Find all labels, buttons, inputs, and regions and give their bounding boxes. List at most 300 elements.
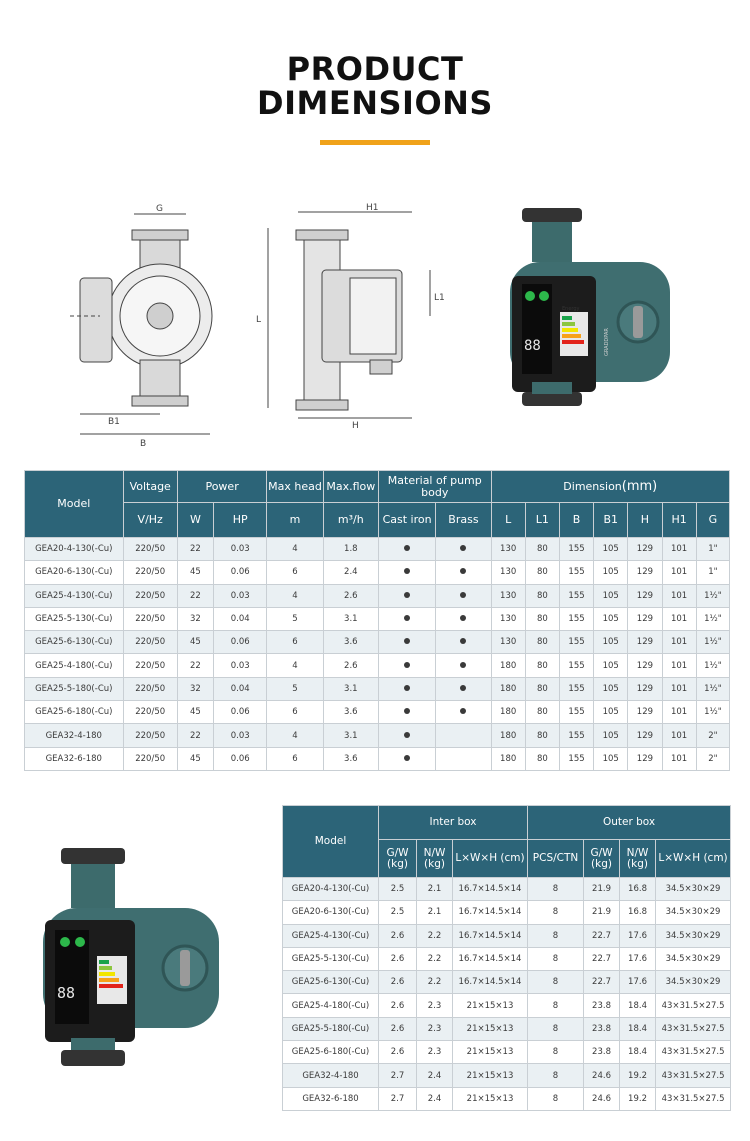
spec-header-dimension-label: Dimension bbox=[563, 479, 622, 493]
box-cell-inw: 2.4 bbox=[417, 1087, 453, 1110]
box-cell-idim: 16.7×14.5×14 bbox=[453, 947, 528, 970]
box-cell-model: GEA25-5-130(-Cu) bbox=[283, 947, 379, 970]
spec-subheader: G bbox=[696, 503, 729, 538]
spec-cell-brass bbox=[436, 677, 491, 700]
spec-cell-b1: 105 bbox=[594, 677, 628, 700]
box-cell-onw: 18.4 bbox=[620, 1017, 656, 1040]
box-cell-igw: 2.5 bbox=[379, 878, 417, 901]
spec-cell-cast bbox=[378, 677, 435, 700]
box-table-row bbox=[283, 971, 731, 994]
box-cell-pcs: 8 bbox=[528, 971, 584, 994]
box-cell-onw: 19.2 bbox=[620, 1087, 656, 1110]
spec-cell-flow: 2.6 bbox=[323, 584, 378, 607]
spec-cell-flow: 1.8 bbox=[323, 538, 378, 561]
box-cell-pcs: 8 bbox=[528, 1017, 584, 1040]
spec-cell-h1: 101 bbox=[662, 538, 696, 561]
spec-cell-model: GEA20-6-130(-Cu) bbox=[25, 561, 124, 584]
spec-cell-flow: 3.6 bbox=[323, 701, 378, 724]
spec-cell-hp: 0.03 bbox=[214, 654, 267, 677]
spec-cell-h1: 101 bbox=[662, 747, 696, 770]
spec-cell-cast bbox=[378, 654, 435, 677]
box-cell-model: GEA32-6-180 bbox=[283, 1087, 379, 1110]
spec-cell-l: 180 bbox=[491, 701, 525, 724]
box-cell-igw: 2.6 bbox=[379, 1017, 417, 1040]
spec-cell-b1: 105 bbox=[594, 654, 628, 677]
box-cell-idim: 21×15×13 bbox=[453, 1064, 528, 1087]
spec-cell-hp: 0.04 bbox=[214, 607, 267, 630]
spec-cell-w: 22 bbox=[177, 654, 213, 677]
box-cell-odim: 43×31.5×27.5 bbox=[656, 994, 731, 1017]
spec-cell-l1: 80 bbox=[525, 561, 559, 584]
spec-cell-l1: 80 bbox=[525, 654, 559, 677]
box-cell-pcs: 8 bbox=[528, 924, 584, 947]
front-label-b1: B1 bbox=[108, 417, 120, 427]
spec-header-dimension-unit: (mm) bbox=[621, 478, 658, 494]
title-line-1: PRODUCT bbox=[286, 50, 464, 88]
material-dot-icon bbox=[404, 662, 410, 668]
spec-cell-l1: 80 bbox=[525, 584, 559, 607]
box-cell-ogw: 24.6 bbox=[584, 1087, 620, 1110]
spec-cell-h: 129 bbox=[628, 701, 662, 724]
spec-cell-model: GEA32-6-180 bbox=[25, 747, 124, 770]
spec-cell-v: 220/50 bbox=[123, 561, 177, 584]
spec-cell-cast bbox=[378, 724, 435, 747]
spec-cell-w: 22 bbox=[177, 724, 213, 747]
spec-cell-flow: 3.1 bbox=[323, 677, 378, 700]
spec-subheader: HP bbox=[214, 503, 267, 538]
spec-cell-l1: 80 bbox=[525, 631, 559, 654]
spec-cell-g: 1½" bbox=[696, 631, 729, 654]
material-dot-icon bbox=[460, 708, 466, 714]
box-cell-model: GEA25-6-130(-Cu) bbox=[283, 971, 379, 994]
spec-cell-w: 22 bbox=[177, 584, 213, 607]
pump-display-reading: 88 bbox=[524, 338, 541, 354]
box-cell-inw: 2.2 bbox=[417, 924, 453, 947]
box-cell-pcs: 8 bbox=[528, 901, 584, 924]
material-dot-icon bbox=[404, 638, 410, 644]
box-cell-igw: 2.6 bbox=[379, 947, 417, 970]
material-dot-icon bbox=[460, 592, 466, 598]
spec-cell-cast bbox=[378, 747, 435, 770]
spec-cell-model: GEA25-5-180(-Cu) bbox=[25, 677, 124, 700]
spec-cell-hp: 0.06 bbox=[214, 701, 267, 724]
spec-cell-h1: 101 bbox=[662, 561, 696, 584]
spec-cell-b1: 105 bbox=[594, 701, 628, 724]
front-label-l: L bbox=[256, 315, 262, 325]
spec-cell-b: 155 bbox=[559, 724, 593, 747]
spec-subheader: L1 bbox=[525, 503, 559, 538]
spec-cell-hp: 0.06 bbox=[214, 561, 267, 584]
spec-cell-w: 45 bbox=[177, 631, 213, 654]
spec-cell-brass bbox=[436, 584, 491, 607]
spec-cell-h1: 101 bbox=[662, 654, 696, 677]
box-cell-odim: 43×31.5×27.5 bbox=[656, 1087, 731, 1110]
spec-cell-l1: 80 bbox=[525, 747, 559, 770]
box-cell-model: GEA25-5-180(-Cu) bbox=[283, 1017, 379, 1040]
material-dot-icon bbox=[404, 592, 410, 598]
box-cell-igw: 2.6 bbox=[379, 924, 417, 947]
box-cell-idim: 16.7×14.5×14 bbox=[453, 878, 528, 901]
box-cell-model: GEA25-6-180(-Cu) bbox=[283, 1041, 379, 1064]
box-subheader: PCS/CTN bbox=[528, 840, 584, 878]
spec-cell-h: 129 bbox=[628, 747, 662, 770]
box-cell-inw: 2.2 bbox=[417, 971, 453, 994]
spec-cell-b: 155 bbox=[559, 654, 593, 677]
spec-subheader: m bbox=[267, 503, 323, 538]
box-cell-pcs: 8 bbox=[528, 947, 584, 970]
spec-table bbox=[24, 470, 730, 771]
spec-cell-flow: 2.4 bbox=[323, 561, 378, 584]
spec-cell-flow: 3.6 bbox=[323, 631, 378, 654]
spec-cell-l: 130 bbox=[491, 561, 525, 584]
box-cell-onw: 18.4 bbox=[620, 1041, 656, 1064]
dimension-drawings bbox=[60, 200, 750, 450]
box-cell-ogw: 22.7 bbox=[584, 947, 620, 970]
box-cell-igw: 2.6 bbox=[379, 971, 417, 994]
spec-cell-v: 220/50 bbox=[123, 654, 177, 677]
spec-table-row bbox=[25, 631, 730, 654]
box-cell-igw: 2.7 bbox=[379, 1064, 417, 1087]
title-line-2: DIMENSIONS bbox=[257, 84, 493, 122]
packing-table bbox=[282, 805, 731, 1111]
spec-cell-w: 45 bbox=[177, 747, 213, 770]
box-cell-onw: 17.6 bbox=[620, 947, 656, 970]
spec-cell-h1: 101 bbox=[662, 607, 696, 630]
box-cell-ogw: 23.8 bbox=[584, 994, 620, 1017]
spec-cell-w: 32 bbox=[177, 677, 213, 700]
spec-cell-b1: 105 bbox=[594, 607, 628, 630]
spec-cell-flow: 3.6 bbox=[323, 747, 378, 770]
spec-cell-g: 2" bbox=[696, 724, 729, 747]
spec-cell-b1: 105 bbox=[594, 631, 628, 654]
box-cell-odim: 34.5×30×29 bbox=[656, 878, 731, 901]
spec-cell-cast bbox=[378, 584, 435, 607]
spec-cell-m: 5 bbox=[267, 677, 323, 700]
material-dot-icon bbox=[460, 638, 466, 644]
box-cell-inw: 2.3 bbox=[417, 1017, 453, 1040]
box-subheader: N/W (kg) bbox=[417, 840, 453, 878]
box-cell-igw: 2.6 bbox=[379, 994, 417, 1017]
spec-cell-h: 129 bbox=[628, 607, 662, 630]
spec-cell-b1: 105 bbox=[594, 561, 628, 584]
pump-photo-top bbox=[510, 208, 670, 406]
material-dot-icon bbox=[460, 685, 466, 691]
spec-cell-v: 220/50 bbox=[123, 747, 177, 770]
spec-subheader: H1 bbox=[662, 503, 696, 538]
box-cell-idim: 21×15×13 bbox=[453, 1087, 528, 1110]
spec-table-row bbox=[25, 607, 730, 630]
material-dot-icon bbox=[460, 662, 466, 668]
spec-subheader: B bbox=[559, 503, 593, 538]
spec-cell-g: 1½" bbox=[696, 701, 729, 724]
spec-cell-m: 4 bbox=[267, 654, 323, 677]
box-cell-inw: 2.1 bbox=[417, 901, 453, 924]
spec-cell-l: 180 bbox=[491, 677, 525, 700]
spec-cell-w: 22 bbox=[177, 538, 213, 561]
spec-header-dimension bbox=[491, 471, 729, 503]
spec-cell-l: 130 bbox=[491, 584, 525, 607]
spec-cell-m: 6 bbox=[267, 631, 323, 654]
spec-cell-h: 129 bbox=[628, 538, 662, 561]
spec-cell-l1: 80 bbox=[525, 701, 559, 724]
spec-cell-h1: 101 bbox=[662, 631, 696, 654]
spec-header-max-flow: Max.flow bbox=[323, 471, 378, 503]
box-cell-model: GEA20-6-130(-Cu) bbox=[283, 901, 379, 924]
spec-table-row bbox=[25, 654, 730, 677]
box-cell-idim: 21×15×13 bbox=[453, 994, 528, 1017]
spec-cell-v: 220/50 bbox=[123, 724, 177, 747]
spec-cell-h: 129 bbox=[628, 724, 662, 747]
spec-subheader: m³/h bbox=[323, 503, 378, 538]
spec-cell-model: GEA25-5-130(-Cu) bbox=[25, 607, 124, 630]
box-table-row bbox=[283, 994, 731, 1017]
material-dot-icon bbox=[460, 568, 466, 574]
spec-cell-g: 1" bbox=[696, 561, 729, 584]
material-dot-icon bbox=[404, 755, 410, 761]
spec-table-row bbox=[25, 724, 730, 747]
spec-cell-cast bbox=[378, 631, 435, 654]
box-cell-onw: 18.4 bbox=[620, 994, 656, 1017]
spec-cell-model: GEA20-4-130(-Cu) bbox=[25, 538, 124, 561]
box-table-row bbox=[283, 901, 731, 924]
spec-cell-v: 220/50 bbox=[123, 607, 177, 630]
box-cell-idim: 21×15×13 bbox=[453, 1017, 528, 1040]
box-cell-idim: 16.7×14.5×14 bbox=[453, 901, 528, 924]
spec-cell-h: 129 bbox=[628, 677, 662, 700]
spec-cell-w: 45 bbox=[177, 701, 213, 724]
box-cell-ogw: 22.7 bbox=[584, 924, 620, 947]
spec-cell-model: GEA25-4-130(-Cu) bbox=[25, 584, 124, 607]
box-subheader: G/W (kg) bbox=[379, 840, 417, 878]
spec-cell-g: 1½" bbox=[696, 654, 729, 677]
material-dot-icon bbox=[404, 732, 410, 738]
spec-cell-m: 4 bbox=[267, 584, 323, 607]
spec-cell-h: 129 bbox=[628, 584, 662, 607]
spec-cell-b: 155 bbox=[559, 561, 593, 584]
box-table-row bbox=[283, 1064, 731, 1087]
spec-cell-b1: 105 bbox=[594, 538, 628, 561]
spec-cell-v: 220/50 bbox=[123, 631, 177, 654]
spec-cell-brass bbox=[436, 631, 491, 654]
pump-display-reading-2: 88 bbox=[57, 984, 76, 1002]
spec-cell-brass bbox=[436, 747, 491, 770]
side-view-drawing bbox=[268, 212, 430, 418]
spec-cell-l1: 80 bbox=[525, 724, 559, 747]
spec-cell-m: 6 bbox=[267, 561, 323, 584]
spec-cell-l1: 80 bbox=[525, 538, 559, 561]
box-cell-ogw: 23.8 bbox=[584, 1041, 620, 1064]
spec-cell-v: 220/50 bbox=[123, 538, 177, 561]
box-header-outer-box: Outer box bbox=[528, 806, 731, 840]
spec-cell-flow: 3.1 bbox=[323, 607, 378, 630]
box-cell-pcs: 8 bbox=[528, 1064, 584, 1087]
box-cell-odim: 34.5×30×29 bbox=[656, 971, 731, 994]
box-cell-odim: 43×31.5×27.5 bbox=[656, 1064, 731, 1087]
box-cell-model: GEA25-4-180(-Cu) bbox=[283, 994, 379, 1017]
spec-cell-v: 220/50 bbox=[123, 584, 177, 607]
box-cell-odim: 34.5×30×29 bbox=[656, 947, 731, 970]
spec-cell-h: 129 bbox=[628, 654, 662, 677]
spec-cell-m: 4 bbox=[267, 724, 323, 747]
box-cell-onw: 17.6 bbox=[620, 971, 656, 994]
spec-cell-g: 1½" bbox=[696, 607, 729, 630]
spec-cell-b1: 105 bbox=[594, 584, 628, 607]
spec-cell-m: 6 bbox=[267, 747, 323, 770]
spec-table-row bbox=[25, 747, 730, 770]
spec-subheader: B1 bbox=[594, 503, 628, 538]
spec-cell-flow: 2.6 bbox=[323, 654, 378, 677]
spec-cell-h1: 101 bbox=[662, 677, 696, 700]
box-cell-onw: 16.8 bbox=[620, 901, 656, 924]
box-cell-inw: 2.4 bbox=[417, 1064, 453, 1087]
spec-cell-h: 129 bbox=[628, 561, 662, 584]
spec-cell-g: 1" bbox=[696, 538, 729, 561]
spec-subheader: L bbox=[491, 503, 525, 538]
box-cell-pcs: 8 bbox=[528, 1087, 584, 1110]
box-table-row bbox=[283, 1087, 731, 1110]
spec-header-power: Power bbox=[177, 471, 267, 503]
material-dot-icon bbox=[404, 568, 410, 574]
box-table-row bbox=[283, 924, 731, 947]
spec-cell-cast bbox=[378, 607, 435, 630]
spec-cell-w: 45 bbox=[177, 561, 213, 584]
spec-cell-b: 155 bbox=[559, 584, 593, 607]
spec-cell-l: 130 bbox=[491, 607, 525, 630]
box-cell-idim: 16.7×14.5×14 bbox=[453, 971, 528, 994]
spec-cell-brass bbox=[436, 654, 491, 677]
page-title bbox=[0, 52, 750, 120]
spec-header-material: Material of pump body bbox=[378, 471, 491, 503]
spec-cell-v: 220/50 bbox=[123, 701, 177, 724]
box-table-row bbox=[283, 878, 731, 901]
spec-cell-b1: 105 bbox=[594, 724, 628, 747]
box-cell-ogw: 21.9 bbox=[584, 878, 620, 901]
front-label-g: G bbox=[156, 204, 163, 214]
spec-cell-brass bbox=[436, 724, 491, 747]
box-cell-inw: 2.3 bbox=[417, 994, 453, 1017]
spec-table-row bbox=[25, 584, 730, 607]
spec-cell-hp: 0.03 bbox=[214, 538, 267, 561]
box-cell-ogw: 24.6 bbox=[584, 1064, 620, 1087]
spec-cell-h1: 101 bbox=[662, 724, 696, 747]
box-cell-odim: 43×31.5×27.5 bbox=[656, 1041, 731, 1064]
spec-cell-b1: 105 bbox=[594, 747, 628, 770]
spec-cell-cast bbox=[378, 561, 435, 584]
box-cell-inw: 2.3 bbox=[417, 1041, 453, 1064]
spec-cell-g: 1½" bbox=[696, 677, 729, 700]
spec-cell-model: GEA25-4-180(-Cu) bbox=[25, 654, 124, 677]
spec-cell-b: 155 bbox=[559, 747, 593, 770]
spec-header-model: Model bbox=[25, 471, 124, 538]
material-dot-icon bbox=[460, 545, 466, 551]
spec-cell-model: GEA25-6-180(-Cu) bbox=[25, 701, 124, 724]
spec-header-max-head: Max head bbox=[267, 471, 323, 503]
box-table-row bbox=[283, 1041, 731, 1064]
box-cell-odim: 43×31.5×27.5 bbox=[656, 1017, 731, 1040]
material-dot-icon bbox=[460, 615, 466, 621]
pump-brand-label: GRADDPAR bbox=[604, 328, 610, 356]
material-dot-icon bbox=[404, 545, 410, 551]
box-cell-idim: 16.7×14.5×14 bbox=[453, 924, 528, 947]
spec-subheader: V/Hz bbox=[123, 503, 177, 538]
front-label-b: B bbox=[140, 439, 147, 449]
spec-cell-hp: 0.03 bbox=[214, 584, 267, 607]
spec-cell-l: 130 bbox=[491, 538, 525, 561]
side-label-h: H bbox=[352, 421, 359, 431]
spec-cell-g: 1½" bbox=[696, 584, 729, 607]
box-cell-pcs: 8 bbox=[528, 1041, 584, 1064]
spec-cell-b: 155 bbox=[559, 677, 593, 700]
spec-cell-cast bbox=[378, 538, 435, 561]
box-header-model: Model bbox=[283, 806, 379, 878]
side-label-h1: H1 bbox=[366, 203, 379, 213]
spec-table-row bbox=[25, 701, 730, 724]
box-subheader: L×W×H (cm) bbox=[453, 840, 528, 878]
spec-cell-m: 4 bbox=[267, 538, 323, 561]
spec-cell-m: 6 bbox=[267, 701, 323, 724]
material-dot-icon bbox=[404, 615, 410, 621]
box-cell-ogw: 21.9 bbox=[584, 901, 620, 924]
box-cell-igw: 2.6 bbox=[379, 1041, 417, 1064]
box-subheader: N/W (kg) bbox=[620, 840, 656, 878]
box-cell-ogw: 22.7 bbox=[584, 971, 620, 994]
box-cell-odim: 34.5×30×29 bbox=[656, 924, 731, 947]
spec-cell-l: 130 bbox=[491, 631, 525, 654]
spec-cell-brass bbox=[436, 538, 491, 561]
box-cell-igw: 2.7 bbox=[379, 1087, 417, 1110]
spec-subheader: W bbox=[177, 503, 213, 538]
front-view-drawing bbox=[70, 214, 212, 434]
spec-cell-l1: 80 bbox=[525, 607, 559, 630]
pump-photo-bottom bbox=[25, 838, 245, 1078]
spec-cell-brass bbox=[436, 607, 491, 630]
box-cell-inw: 2.1 bbox=[417, 878, 453, 901]
box-subheader: G/W (kg) bbox=[584, 840, 620, 878]
material-dot-icon bbox=[404, 708, 410, 714]
box-table-row bbox=[283, 1017, 731, 1040]
box-table-row bbox=[283, 947, 731, 970]
spec-subheader: H bbox=[628, 503, 662, 538]
spec-cell-hp: 0.03 bbox=[214, 724, 267, 747]
spec-cell-brass bbox=[436, 701, 491, 724]
box-cell-onw: 19.2 bbox=[620, 1064, 656, 1087]
pump-display-badge: Energy bbox=[562, 306, 580, 312]
spec-cell-l: 180 bbox=[491, 724, 525, 747]
spec-cell-m: 5 bbox=[267, 607, 323, 630]
side-label-l1: L1 bbox=[434, 293, 445, 303]
spec-cell-model: GEA32-4-180 bbox=[25, 724, 124, 747]
spec-cell-b: 155 bbox=[559, 538, 593, 561]
spec-cell-l1: 80 bbox=[525, 677, 559, 700]
material-dot-icon bbox=[404, 685, 410, 691]
spec-cell-g: 2" bbox=[696, 747, 729, 770]
box-cell-onw: 17.6 bbox=[620, 924, 656, 947]
spec-subheader: Brass bbox=[436, 503, 491, 538]
box-cell-idim: 21×15×13 bbox=[453, 1041, 528, 1064]
box-cell-model: GEA32-4-180 bbox=[283, 1064, 379, 1087]
box-cell-pcs: 8 bbox=[528, 878, 584, 901]
box-subheader: L×W×H (cm) bbox=[656, 840, 731, 878]
spec-cell-cast bbox=[378, 701, 435, 724]
spec-cell-brass bbox=[436, 561, 491, 584]
spec-cell-l: 180 bbox=[491, 747, 525, 770]
spec-header-voltage: Voltage bbox=[123, 471, 177, 503]
box-cell-igw: 2.5 bbox=[379, 901, 417, 924]
spec-cell-hp: 0.06 bbox=[214, 631, 267, 654]
spec-cell-b: 155 bbox=[559, 631, 593, 654]
box-cell-model: GEA20-4-130(-Cu) bbox=[283, 878, 379, 901]
box-cell-ogw: 23.8 bbox=[584, 1017, 620, 1040]
